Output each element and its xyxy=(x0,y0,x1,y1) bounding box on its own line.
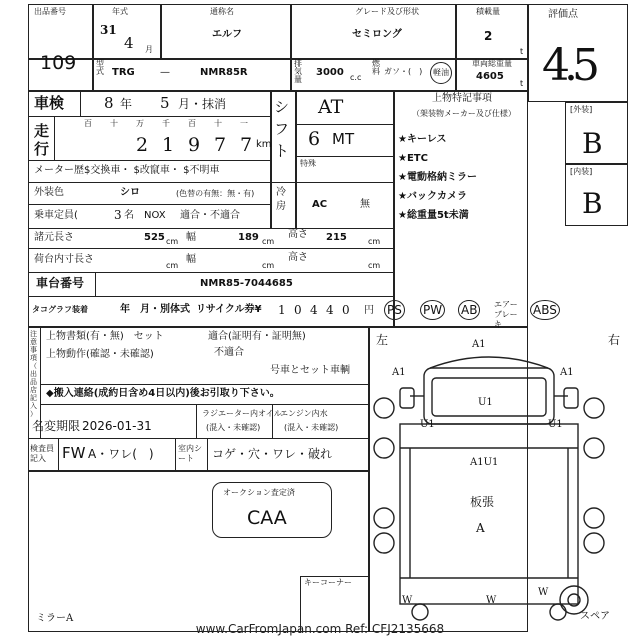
cooling-label-char: 冷 xyxy=(276,187,286,198)
score-label: 評価点 xyxy=(548,9,578,20)
rule xyxy=(28,160,270,161)
rule xyxy=(95,272,96,296)
capacity-label: 積載量 xyxy=(476,7,500,16)
dims-label: 諸元長さ xyxy=(34,232,74,243)
bed-label: 荷台内寸長さ xyxy=(34,254,94,265)
bed-width-label: 幅 xyxy=(186,254,196,265)
lot-number-label: 出品番号 xyxy=(34,7,66,16)
equip-ab: AB xyxy=(458,300,480,320)
notes-vertical-label xyxy=(30,330,39,418)
displacement-label: 排気量 xyxy=(294,59,302,84)
notes-vertical-char: 注 xyxy=(30,330,37,338)
notes-vertical-char: 事 xyxy=(30,346,37,354)
feature-item: ★キーレス xyxy=(398,134,447,145)
watermark: www.CarFromJapan.com Ref: CFJ2135668 xyxy=(195,622,445,636)
mileage-digit: 1 xyxy=(162,134,175,156)
year-value: 31 xyxy=(100,23,117,37)
equip-pw: PW xyxy=(420,300,445,320)
rule xyxy=(28,248,393,249)
width-unit: cm xyxy=(262,237,275,246)
mark-rear-cab: A1U1 xyxy=(470,457,499,468)
exterior-label: [外装] xyxy=(570,105,593,114)
feature-list xyxy=(398,130,558,225)
operation-line: 上物動作(確認・未確認) xyxy=(46,349,154,360)
model-dash: — xyxy=(160,67,170,78)
spare-label: スペア xyxy=(580,611,610,622)
notes-vertical-char: 入 xyxy=(30,402,37,410)
mileage-digit-unit: 百 xyxy=(188,119,196,128)
lot-number: 109 xyxy=(40,52,77,74)
key-corner-label: キーコーナー xyxy=(304,578,352,587)
height-unit: cm xyxy=(368,237,381,246)
rule xyxy=(58,438,59,470)
year-label: 年式 xyxy=(112,7,128,16)
rule xyxy=(40,384,368,385)
rule xyxy=(92,4,94,90)
mileage-digit: 7 xyxy=(214,134,227,156)
bed-height-unit: cm xyxy=(368,261,381,270)
feature-item: ★総重量5t未満 xyxy=(398,210,469,221)
month-value: 4 xyxy=(124,34,134,52)
features-title: 上物特記事項 xyxy=(432,93,492,104)
gvw-value: 4605 xyxy=(476,71,504,82)
rule xyxy=(28,470,368,472)
rule xyxy=(28,182,393,183)
score-value: 4.5 xyxy=(542,40,594,91)
rule xyxy=(295,90,297,228)
height-value: 215 xyxy=(326,232,347,243)
radiator-label: ラジエーター内オイル xyxy=(202,409,282,418)
color-change-label: (色替の有無：無・有) xyxy=(176,189,255,198)
bed-note-1: 板張 xyxy=(470,495,495,509)
model-prefix: TRG xyxy=(112,67,135,78)
feature-item: ★バックカメラ xyxy=(398,191,467,202)
mileage-digit-unit: 千 xyxy=(162,119,170,128)
gvw-label: 車両総重量 xyxy=(472,59,512,68)
rule xyxy=(175,438,176,470)
mileage-digit-unit: 一 xyxy=(240,119,248,128)
shift-mt-gears: 6 xyxy=(308,128,321,150)
exterior-grade: B xyxy=(582,127,603,160)
docs-options: 適合(証明有・証明無) xyxy=(208,331,306,342)
rule xyxy=(28,438,368,439)
chassis-label: 車台番号 xyxy=(36,276,85,290)
notes-vertical-char: 品 xyxy=(30,378,37,386)
shift-label-char: フ xyxy=(274,120,290,138)
shift-mt: MT xyxy=(332,130,355,148)
mileage-digit-unit: 万 xyxy=(136,119,144,128)
mark-w-right: W xyxy=(538,587,549,598)
mark-w-left: W xyxy=(402,595,413,606)
shaken-month: 5 xyxy=(160,94,170,112)
color-value: シロ xyxy=(120,187,140,198)
recycle-digit: 4 xyxy=(326,303,334,317)
capacity-value: 2 xyxy=(484,29,493,43)
cooling-label-char: 房 xyxy=(276,201,286,212)
recycle-digit: 4 xyxy=(310,303,318,317)
bed-height-label: 高さ xyxy=(288,252,308,263)
grade-label: グレード及び形状 xyxy=(355,7,419,16)
interior-label: [内装] xyxy=(570,167,593,176)
recycle-digit: 0 xyxy=(342,303,350,317)
bed-width-unit: cm xyxy=(262,261,275,270)
mileage-digit-unit: 十 xyxy=(214,119,222,128)
bed-length-unit: cm xyxy=(166,261,179,270)
rule xyxy=(196,404,197,438)
notes-vertical-char: 出 xyxy=(30,370,37,378)
fw-label: FW xyxy=(62,444,86,462)
model-label: 型式 xyxy=(96,59,104,76)
displacement-value: 3000 xyxy=(316,67,344,78)
bed-note-2: A xyxy=(476,521,485,535)
vehicle-diagram xyxy=(370,328,638,628)
fw-options: A・ワレ( ) xyxy=(88,447,154,461)
car-name: エルフ xyxy=(212,29,242,40)
rule xyxy=(28,204,270,205)
radiator-options: (混入・未確認) xyxy=(206,423,261,432)
tacho-label: タコグラフ装着 xyxy=(32,305,88,314)
stamp-brand: CAA xyxy=(247,507,287,529)
rule xyxy=(270,90,272,228)
rule xyxy=(455,4,457,90)
recycle-digits xyxy=(278,302,362,322)
stamp-title: オークション査定済 xyxy=(223,488,295,497)
diagram-left-label: 左 xyxy=(376,333,389,347)
special-label: 特殊 xyxy=(300,159,316,168)
shift-label-char: ト xyxy=(274,142,290,160)
rule xyxy=(300,576,368,577)
rule xyxy=(80,90,81,116)
shaken-label: 車検 xyxy=(34,94,65,112)
shift-label xyxy=(274,96,294,162)
docs-line: 上物書類(有・無) セット xyxy=(46,331,164,342)
notes-vertical-char: （ xyxy=(30,362,37,370)
nox-options: 適合・不適合 xyxy=(180,210,240,221)
interior-grade: B xyxy=(582,187,603,220)
rule xyxy=(28,228,393,229)
recycle-unit: 円 xyxy=(364,305,374,316)
rule xyxy=(295,124,393,125)
rule xyxy=(40,404,368,405)
fuel-label: 燃料 xyxy=(372,59,380,76)
meter-options: $交換車・ $改竄車・ $不明車 xyxy=(84,165,220,176)
chassis-value: NMR85-7044685 xyxy=(200,278,293,289)
recycle-digit: 0 xyxy=(294,303,302,317)
docs-not-compliant: 不適合 xyxy=(214,347,244,358)
equip-ps: PS xyxy=(384,300,405,320)
capacity-unit: t xyxy=(520,47,524,56)
mark-top: A1 xyxy=(472,339,486,350)
rule xyxy=(295,156,393,157)
seat-label: 室内シート xyxy=(178,444,202,463)
width-value: 189 xyxy=(238,232,259,243)
mark-cab: U1 xyxy=(478,397,493,408)
bottom-note: ミラーA xyxy=(36,613,74,624)
width-label: 幅 xyxy=(186,232,196,243)
auction-stamp xyxy=(212,482,332,538)
notes-vertical-char: 記 xyxy=(30,394,37,402)
delivery-notice: ◆搬入連絡(成約日含め4日以内)後お引取り下さい。 xyxy=(46,388,280,399)
fuel-selected: 軽油 xyxy=(430,62,452,84)
diagram-right-label: 右 xyxy=(608,333,621,347)
recycle-label: リサイクル券¥ xyxy=(196,304,262,315)
equip-airbrake: エアーブレーキ xyxy=(494,300,518,329)
rule xyxy=(160,4,162,58)
equip-abs: ABS xyxy=(530,300,560,320)
rule xyxy=(28,90,528,92)
rule xyxy=(28,116,270,117)
notes-vertical-char: ） xyxy=(30,410,37,418)
fuel-option: ガソ・( ) xyxy=(384,67,423,76)
mark-side-right: U1 xyxy=(548,419,563,430)
notes-vertical-char: 意 xyxy=(30,338,37,346)
features-subtitle: （架装物メーカー及び仕様） xyxy=(412,109,516,118)
set-vehicle: 号車とセット車輌 xyxy=(270,365,350,376)
mileage-digit: 9 xyxy=(188,134,201,156)
mileage-digit-unit: 百 xyxy=(84,119,92,128)
mileage-digit: 7 xyxy=(240,134,253,156)
car-name-label: 通称名 xyxy=(210,7,234,16)
rule xyxy=(28,272,393,273)
model-value: NMR85R xyxy=(200,67,248,78)
rule xyxy=(28,296,393,297)
gvw-unit: t xyxy=(520,79,524,88)
shaken-year: 8 xyxy=(104,94,114,112)
mark-front-left: A1 xyxy=(392,367,406,378)
month-unit: 月 xyxy=(145,45,153,54)
mileage-label: 走行 xyxy=(34,122,50,158)
feature-item: ★電動格納ミラー xyxy=(398,172,477,183)
notes-vertical-char: 店 xyxy=(30,386,37,394)
displacement-unit: c.c xyxy=(350,73,362,82)
notes-vertical-char: 項 xyxy=(30,354,37,362)
color-label: 外装色 xyxy=(34,187,64,198)
shift-at: AT xyxy=(318,96,344,118)
mileage-digit-unit: 十 xyxy=(110,119,118,128)
length-value: 525 xyxy=(144,232,165,243)
name-change-label: 名変期限 xyxy=(32,419,81,433)
feature-item: ★ETC xyxy=(398,153,428,164)
engine-label: エンジン内水 xyxy=(280,409,328,418)
seat-options: コゲ・穴・ワレ・破れ xyxy=(212,447,333,461)
shaken-year-unit: 年 xyxy=(120,97,133,111)
shaken-month-unit: 月・抹消 xyxy=(178,97,227,111)
passenger-value: 3 xyxy=(114,208,122,222)
mileage-digits xyxy=(62,136,262,158)
shift-label-char: シ xyxy=(274,98,290,116)
rule xyxy=(393,90,395,326)
mark-side-left: U1 xyxy=(420,419,435,430)
mark-w-mid: W xyxy=(486,595,497,606)
ac-value: AC xyxy=(312,199,328,210)
height-label: 高さ xyxy=(288,229,308,240)
mark-front-right: A1 xyxy=(560,367,574,378)
mileage-digit-units xyxy=(62,120,262,132)
rule xyxy=(207,438,208,470)
cooling-none: 無 xyxy=(360,199,370,210)
length-unit: cm xyxy=(166,237,179,246)
passenger-unit: 名 xyxy=(124,210,134,221)
cooling-label xyxy=(276,186,294,214)
inspector-label: 検査員記入 xyxy=(30,444,54,463)
tacho-options: 年 月・別体式 xyxy=(120,304,190,315)
grade-value: セミロング xyxy=(352,29,402,40)
mileage-unit: km xyxy=(256,139,272,150)
mileage-digit: 2 xyxy=(136,134,149,156)
engine-options: (混入・未確認) xyxy=(284,423,339,432)
rule xyxy=(290,4,292,90)
nox-label: NOX xyxy=(144,210,166,221)
passenger-label: 乗車定員( xyxy=(34,210,78,221)
meter-label: メーター歴 xyxy=(34,165,84,176)
recycle-digit: 1 xyxy=(278,303,286,317)
rule xyxy=(54,116,55,160)
name-change-date: 2026-01-31 xyxy=(82,419,152,433)
